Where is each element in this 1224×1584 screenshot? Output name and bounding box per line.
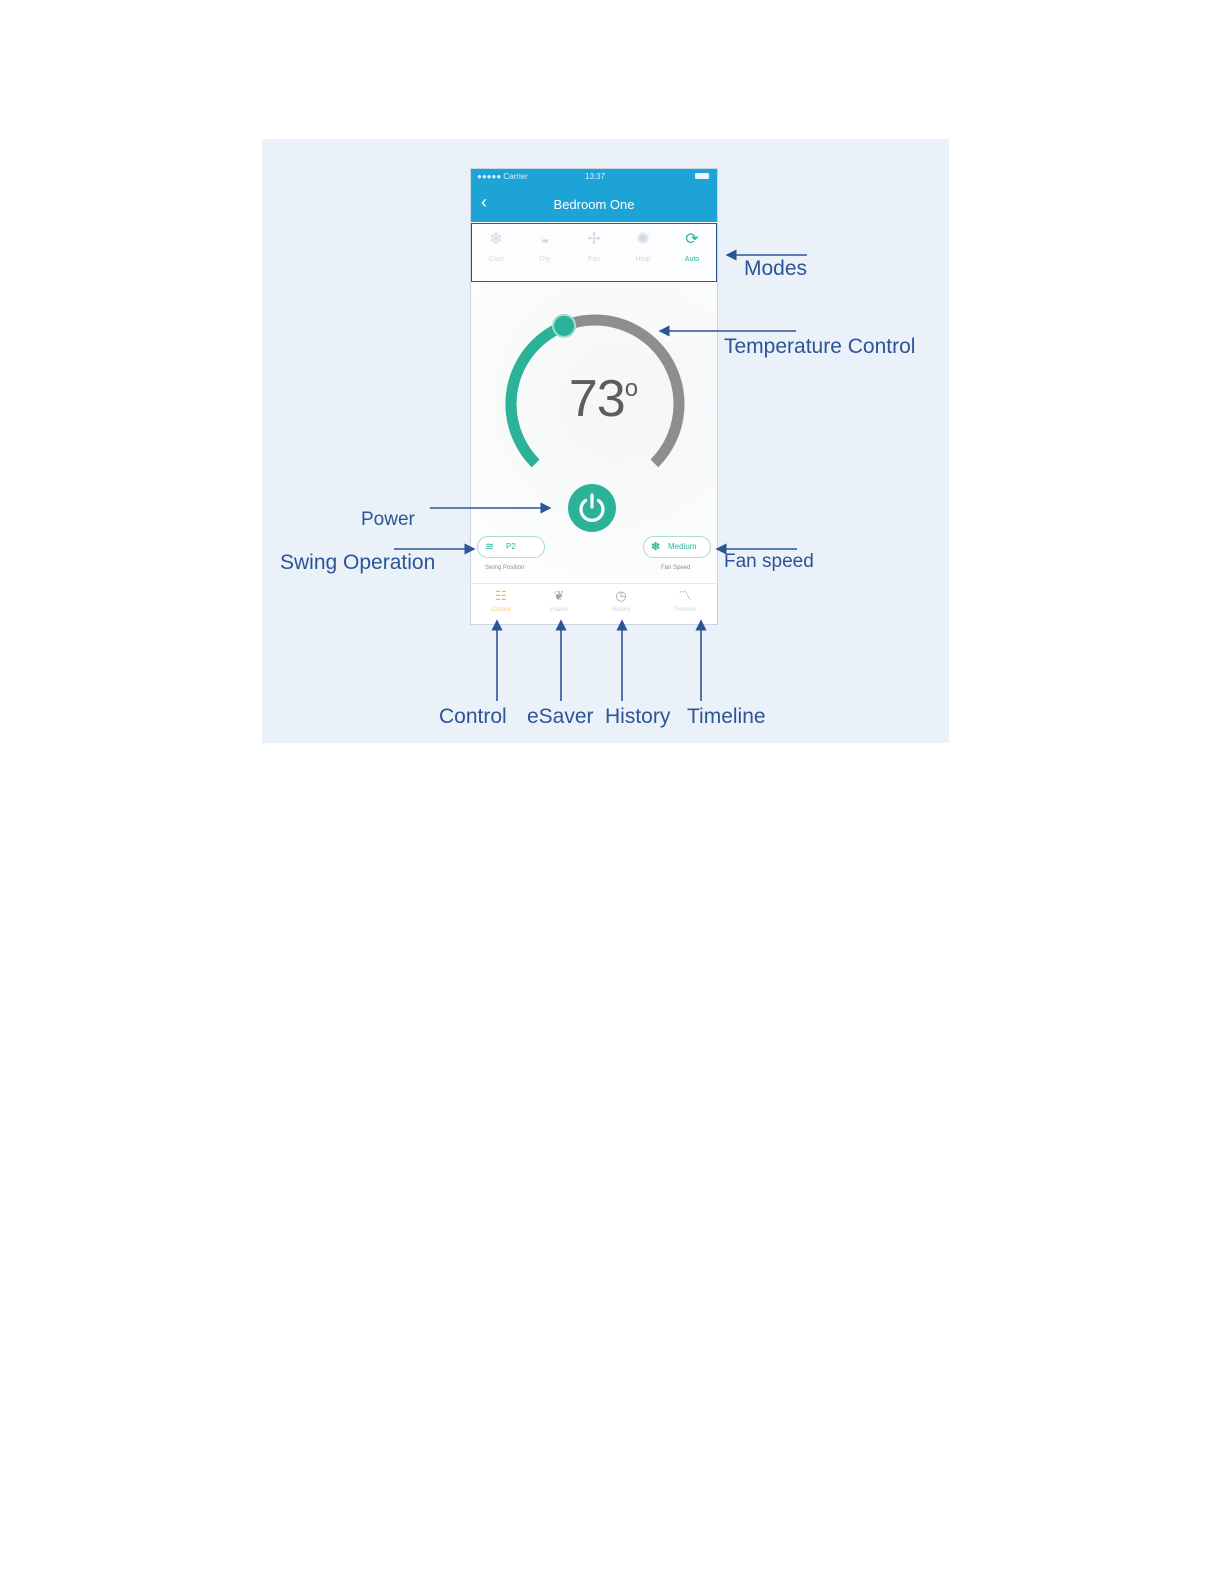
timeline-annotation: Timeline [687,705,766,728]
leaf-icon: ❦ [553,588,565,603]
modes-annotation: Modes [744,257,808,280]
fan-icon: ✢ [587,231,601,248]
fan-blade-icon: ✽ [651,541,661,553]
annotated-screenshot-figure [262,139,949,743]
annotation-arrows [262,139,949,743]
chart-line-icon: 〽 [678,588,692,603]
clock-label: 13:37 [585,172,606,181]
page-title: Bedroom One [553,197,635,212]
temperature-control-annotation: Temperature Control [724,335,916,358]
mode-label: Auto [684,256,700,263]
droplet-icon: ◒ [540,231,550,248]
swing-position-label: Swing Position [485,565,525,571]
clock-history-icon: ◷ [615,588,627,603]
control-annotation: Control [439,705,507,728]
swing-operation-annotation: Swing Operation [280,551,436,574]
history-annotation: History [605,705,671,728]
esaver-annotation: eSaver [527,705,594,728]
swing-waves-icon: ≋ [485,541,495,553]
refresh-icon: ⟳ [685,231,699,248]
tab-label: Timeline [673,607,697,613]
mode-label: Cool [488,256,504,263]
tab-label: Control [491,607,511,613]
temperature-value: 73 [568,370,625,428]
snowflake-icon: ❄ [489,231,503,248]
fan-speed-value: Medium [668,542,697,551]
power-annotation: Power [361,509,415,530]
mode-label: Fan [587,256,601,263]
fan-speed-annotation: Fan speed [724,551,814,572]
swing-value: P2 [506,542,516,551]
fan-speed-label: Fan Speed [661,565,691,571]
carrier-label: ●●●●● Carrier [477,172,528,181]
tab-label: eSaver [549,607,569,613]
tab-label: History [611,607,631,613]
control-grid-icon: ☷ [495,588,507,603]
sun-icon: ✺ [636,231,650,248]
chevron-left-icon[interactable]: ‹ [481,192,487,212]
mode-label: Dry [539,256,551,263]
mode-label: Heat [635,256,651,263]
degree-symbol: o [624,375,638,402]
